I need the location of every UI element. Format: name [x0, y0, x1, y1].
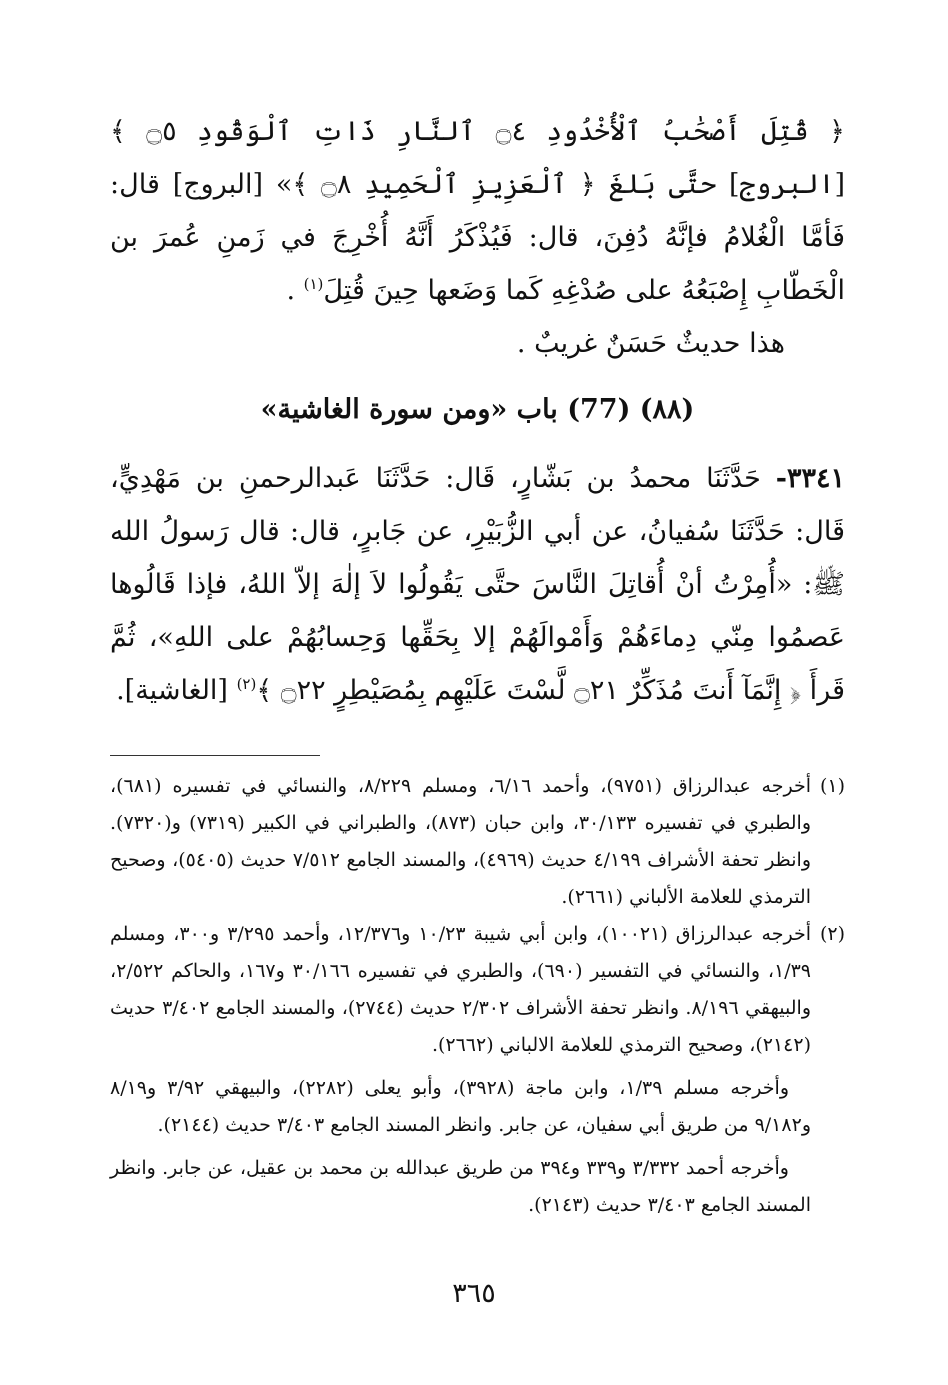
footnote-ref-2[interactable]: (٢) — [236, 675, 257, 693]
footnote-number: (١) — [819, 775, 845, 797]
main-text — [110, 105, 845, 717]
footnote-2 — [110, 916, 845, 1064]
footnote-2-continuation-1: وأخرجه مسلم ١/٣٩، وابن ماجة (٣٩٢٨)، وأبو يعلى (٢٢٨٢)، والبيهقي ٣/٩٢ و٨/١٩ و٩/١٨٢ من طريق أبي سفيان، عن جابر. وانظر المسند الجامع ٣/٤٠٣ حديث (٢١٤٤). — [110, 1077, 811, 1136]
chapter-title: (٨٨) (77) باب «ومن سورة الغاشية» — [260, 394, 695, 425]
hadith-end: [الغاشية]. — [116, 675, 237, 706]
footnote-separator — [110, 755, 320, 756]
paragraph-text: ﴿ قُتِلَ أَصْحَٰبُ ٱلْأُخْدُودِ ۝٤ ٱلنَّارِ ذَاتِ ٱلْوَقُودِ ۝٥ ﴾ [البروج] حتَّى بَلغَ ﴿ ٱلْعَزِيزِ ٱلْحَمِيدِ ۝٨ ﴾» [البروج] قال: فَأمَّا الْغُلامُ فإنَّهُ دُفِنَ، قال: فَيُذْكَرُ أَنَّهُ أُخْرِجَ في زَمنِ عُمرَ بن الْخَطّابِ إِصْبَعُهُ على صُدْغِهِ كَما وَضَعها حِينَ قُتِلَ — [110, 116, 846, 306]
page-number: ٣٦٥ — [452, 1278, 496, 1309]
footnote-text: أخرجه عبدالرزاق (١٠٠٢١)، وابن أبي شيبة ١٠/٢٣ و١٢/٣٧٦، وأحمد ٣/٢٩٥ و٣٠٠، ومسلم ١/٣٩، والنسائي في التفسير (٦٩٠)، والطبري في تفسيره ٣٠/١٦٦ و١٦٧، والحاكم ٢/٥٢٢، والبيهقي ٨/١٩٦. وانظر تحفة الأشراف ٢/٣٠٢ حديث (٢٧٤٤)، والمسند الجامع ٣/٤٠٢ حديث (٢١٤٢)، وصحيح الترمذي للعلامة الالباني (٢٦٦٢). — [110, 923, 812, 1056]
hadith-number: ٣٣٤١- — [775, 463, 845, 494]
footnote-2-continuation-2: وأخرجه أحمد ٣/٣٣٢ و٣٣٩ و٣٩٤ من طريق عبدالله بن محمد بن عقيل، عن جابر. وانظر المسند الجامع ٣/٤٠٣ حديث (٢١٤٣). — [110, 1157, 811, 1216]
footnote-ref-1[interactable]: (١) — [303, 275, 324, 293]
paragraph-end: . — [286, 275, 304, 306]
hadith-text: حَدَّثَنَا محمدُ بن بَشّارٍ، قَال: حَدَّثَنَا عَبدالرحمنِ بن مَهْدِيٍّ، قَال: حَدَّثَنَا سُفيانُ، عن أبي الزُّبَيْرِ، عن جَابرٍ، قال: قال رَسولُ الله ﷺ: «أُمِرْتُ أنْ أُقاتِلَ النَّاسَ حتَّى يَقُولُوا لاَ إلٰهَ إلاّ اللهُ، فإذا قَالُوها عَصمُوا مِنّي دِماءَهُمْ وَأَمْوالَهُمْ إلا بِحَقِّها وَحِسابُهُمْ على اللهِ»، ثُمَّ قَرأَ ﴿ إِنَّمَآ أَنتَ مُذَكِّرٌ ۝٢١ لَّسْتَ عَلَيْهِم بِمُصَيْطِرٍ ۝٢٢ ﴾ — [110, 463, 845, 706]
footnote-number: (٢) — [819, 923, 845, 945]
footnote-text: أخرجه عبدالرزاق (٩٧٥١)، وأحمد ٦/١٦، ومسلم ٨/٢٢٩، والنسائي في تفسيره (٦٨١)، والطبري في تفسيره ٣٠/١٣٣، وابن حبان (٨٧٣)، والطبراني في الكبير (٧٣١٩) و(٧٣٢٠). وانظر تحفة الأشراف ٤/١٩٩ حديث (٤٩٦٩)، والمسند الجامع ٧/٥١٢ حديث (٥٤٠٥)، وصحيح الترمذي للعلامة الألباني (٢٦٦١). — [110, 775, 812, 908]
hadith-grade: هذا حديثٌ حَسَنٌ غريبٌ . — [516, 328, 785, 359]
paragraph-quran-quote — [110, 105, 845, 317]
footnote-1 — [110, 768, 845, 916]
footnotes — [110, 768, 845, 1224]
hadith-paragraph — [110, 452, 845, 717]
page-content — [110, 105, 845, 1224]
